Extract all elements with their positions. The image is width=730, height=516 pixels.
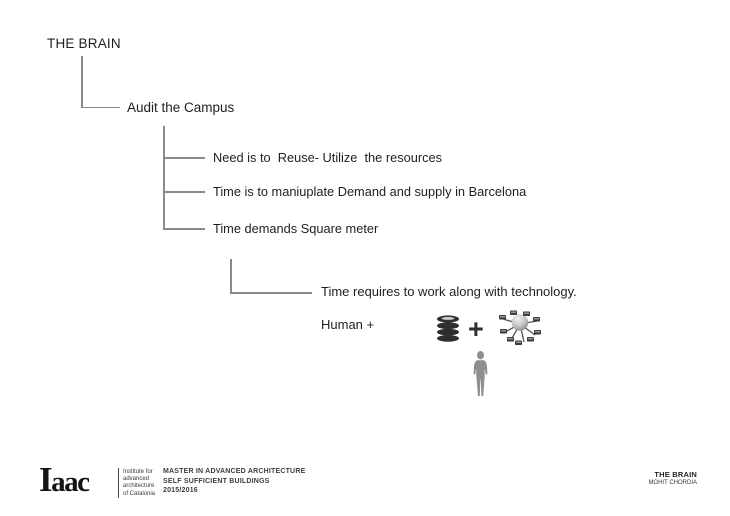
institute-line: Institute for <box>123 469 153 475</box>
connector-sub-vertical <box>230 259 232 293</box>
iaac-logo: Iaac <box>39 460 89 499</box>
connector-sub-elbow <box>230 292 312 294</box>
program-block <box>163 467 305 496</box>
connector-root-vertical <box>81 56 83 108</box>
credit-block <box>648 470 697 486</box>
credit-author: MOHIT CHORDIA <box>648 480 697 486</box>
program-line-master: MASTER IN ADVANCED ARCHITECTURE <box>163 468 306 475</box>
node-branch-reuse: Need is to Reuse- Utilize the resources <box>213 150 443 165</box>
program-line-year: 2015/2016 <box>163 487 198 495</box>
institute-line: advanced <box>123 476 150 483</box>
connector-branches-vertical <box>163 126 165 229</box>
institute-line: architecture <box>123 483 155 490</box>
human-plus-label: Human + <box>321 317 375 332</box>
credit-project-title: THE BRAIN <box>654 470 697 479</box>
institute-line: of Catalonia <box>123 490 156 497</box>
connector-branch-1 <box>163 157 205 159</box>
logo-divider <box>118 468 119 498</box>
program-line-buildings: SELF SUFFICIENT BUILDINGS <box>163 477 270 485</box>
node-audit-campus: Audit the Campus <box>127 100 235 115</box>
node-branch-square-meter: Time demands Square meter <box>213 221 379 236</box>
connector-branch-2 <box>163 191 205 193</box>
plus-icon: + <box>468 314 484 344</box>
institute-name <box>123 469 155 498</box>
node-technology: Time requires to work along with technology. <box>321 284 577 299</box>
network-icon <box>498 310 542 348</box>
connector-root-elbow <box>81 107 120 109</box>
connector-branch-3 <box>163 228 205 230</box>
node-branch-demand-supply: Time is to maniuplate Demand and supply in Barcelona <box>213 184 527 199</box>
database-icon <box>436 315 460 342</box>
person-icon <box>471 351 490 397</box>
page-title: THE BRAIN <box>47 36 121 51</box>
